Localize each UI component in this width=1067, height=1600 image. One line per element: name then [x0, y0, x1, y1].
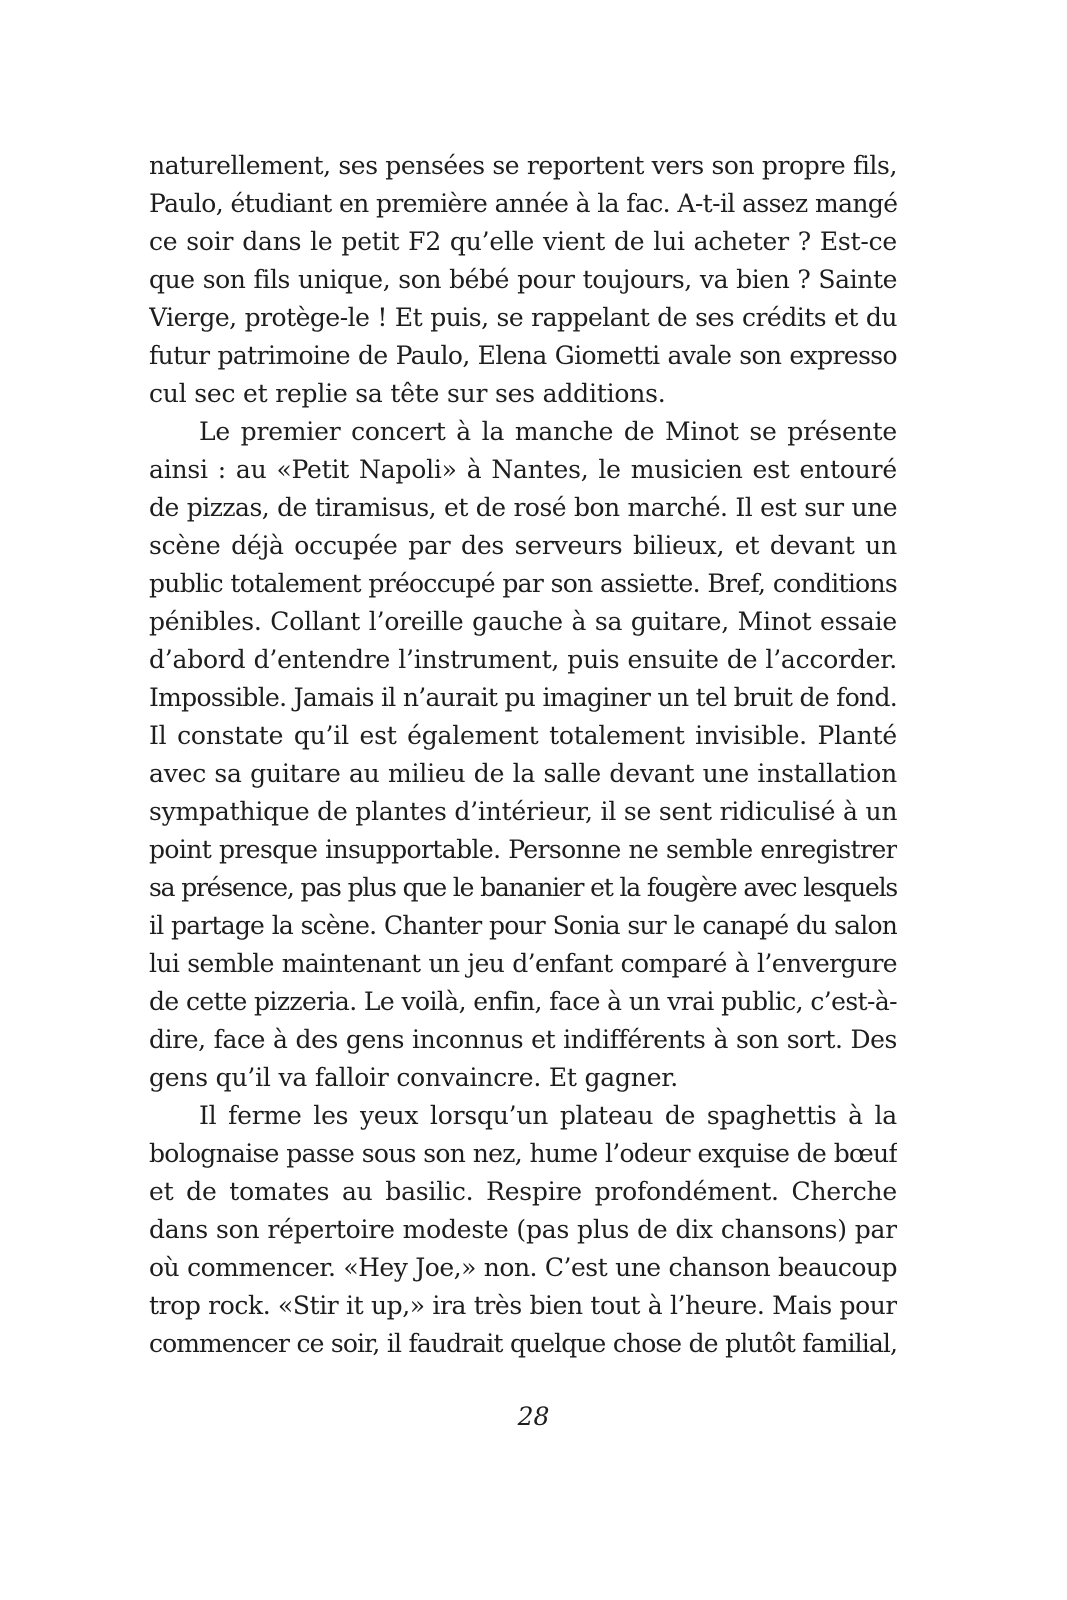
text-line: Le premier concert à la manche de Minot se présente: [199, 417, 897, 446]
text-line: gens qu’il va falloir convaincre. Et gagner.: [149, 1063, 679, 1092]
text-line: bolognaise passe sous son nez, hume l’odeur exquise de bœuf: [149, 1139, 897, 1168]
text-line: avec sa guitare au milieu de la salle devant une installation: [149, 759, 897, 788]
text-line: il partage la scène. Chanter pour Sonia sur le canapé du salon: [149, 911, 897, 940]
text-line: futur patrimoine de Paulo, Elena Giometti avale son expresso: [149, 341, 897, 370]
text-line: Paulo, étudiant en première année à la fac. A-t-il assez mangé: [149, 189, 897, 218]
text-line: d’abord d’entendre l’instrument, puis ensuite de l’accorder.: [149, 645, 897, 674]
page-number: 28: [517, 1402, 550, 1431]
text-line: et de tomates au basilic. Respire profondément. Cherche: [149, 1177, 897, 1206]
text-line: Il ferme les yeux lorsqu’un plateau de spaghettis à la: [199, 1101, 897, 1130]
text-line: lui semble maintenant un jeu d’enfant comparé à l’envergure: [149, 949, 897, 978]
text-line: naturellement, ses pensées se reportent vers son propre fils,: [149, 151, 897, 180]
text-line: sympathique de plantes d’intérieur, il se sent ridiculisé à un: [149, 797, 897, 826]
text-line: où commencer. «Hey Joe,» non. C’est une chanson beaucoup: [149, 1253, 897, 1282]
body-text: [149, 147, 897, 1363]
text-line: commencer ce soir, il faudrait quelque chose de plutôt familial,: [149, 1329, 897, 1358]
text-line: de cette pizzeria. Le voilà, enfin, face à un vrai public, c’est-à-: [149, 987, 897, 1016]
text-line: point presque insupportable. Personne ne semble enregistrer: [149, 835, 897, 864]
text-line: de pizzas, de tiramisus, et de rosé bon marché. Il est sur une: [149, 493, 897, 522]
text-line: trop rock. «Stir it up,» ira très bien tout à l’heure. Mais pour: [149, 1291, 897, 1320]
text-line: pénibles. Collant l’oreille gauche à sa guitare, Minot essaie: [149, 607, 897, 636]
text-line: sa présence, pas plus que le bananier et la fougère avec lesquels: [149, 873, 897, 902]
text-line: ainsi : au «Petit Napoli» à Nantes, le musicien est entouré: [149, 455, 897, 484]
text-line: Vierge, protège-le ! Et puis, se rappelant de ses crédits et du: [149, 303, 897, 332]
text-line: scène déjà occupée par des serveurs bilieux, et devant un: [149, 531, 897, 560]
text-line: dire, face à des gens inconnus et indifférents à son sort. Des: [149, 1025, 897, 1054]
text-line: dans son répertoire modeste (pas plus de dix chansons) par: [149, 1215, 897, 1244]
text-line: public totalement préoccupé par son assiette. Bref, conditions: [149, 569, 897, 598]
text-line: Il constate qu’il est également totalement invisible. Planté: [149, 721, 897, 750]
text-line: ce soir dans le petit F2 qu’elle vient de lui acheter ? Est-ce: [149, 227, 897, 256]
text-line: Impossible. Jamais il n’aurait pu imaginer un tel bruit de fond.: [149, 683, 897, 712]
text-line: cul sec et replie sa tête sur ses additions.: [149, 379, 666, 408]
text-line: que son fils unique, son bébé pour toujours, va bien ? Sainte: [149, 265, 897, 294]
